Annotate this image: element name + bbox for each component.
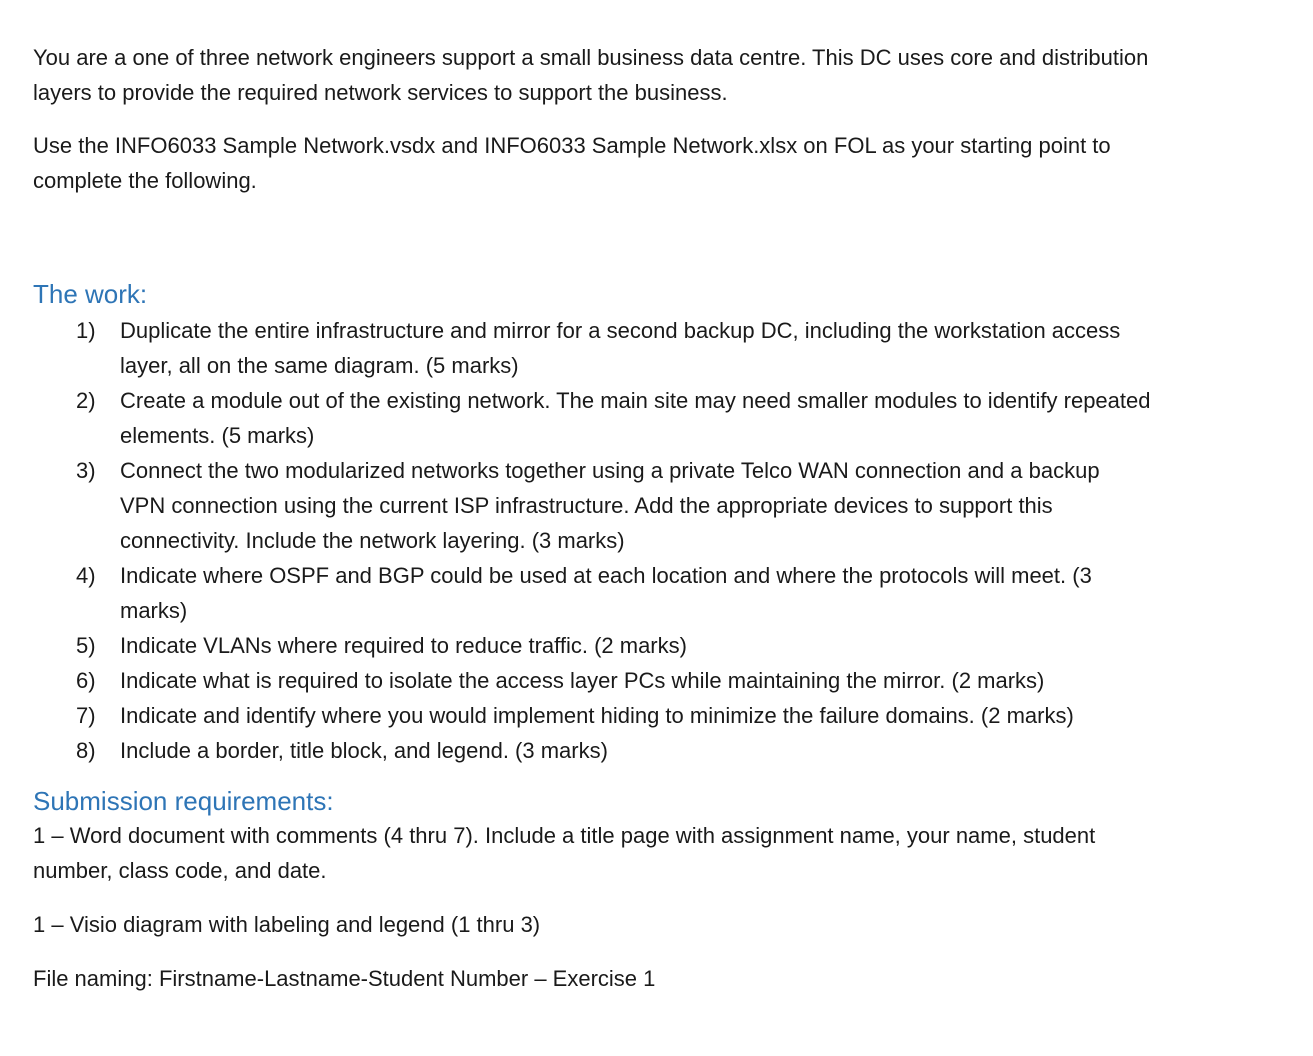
intro-paragraph: You are a one of three network engineers support a small business data centre. This DC uses core and distribution layers to provide the required network services to support the business. <box>33 45 1149 105</box>
task-text: Indicate where OSPF and BGP could be used at each location and where the protocols will meet. (3 marks) <box>120 563 1092 623</box>
task-number: 6) <box>76 668 96 693</box>
submission-heading: Submission requirements: <box>33 786 334 816</box>
task-item <box>33 453 1125 558</box>
submission-file-naming: File naming: Firstname-Lastname-Student Number – Exercise 1 <box>33 966 656 991</box>
task-text: Connect the two modularized networks together using a private Telco WAN connection and a backup VPN connection using the current ISP infrastructure. Add the appropriate devices to support this connectivity. Include the network layering. (3 marks) <box>120 458 1100 553</box>
task-item <box>33 628 1160 663</box>
task-number: 4) <box>76 563 96 588</box>
task-item <box>33 733 1160 768</box>
task-number: 2) <box>76 388 96 413</box>
task-text: Create a module out of the existing network. The main site may need smaller modules to identify repeated elements. (5 marks) <box>120 388 1151 448</box>
submission-visio-diagram: 1 – Visio diagram with labeling and legend (1 thru 3) <box>33 912 541 937</box>
task-item <box>33 663 1190 698</box>
task-list <box>33 313 1283 768</box>
task-item <box>33 383 1160 453</box>
task-text: Indicate and identify where you would implement hiding to minimize the failure domains. (2 marks) <box>120 703 1074 728</box>
task-item <box>33 698 1120 733</box>
task-text: Indicate VLANs where required to reduce traffic. (2 marks) <box>120 633 687 658</box>
document-page <box>33 40 1283 996</box>
task-number: 3) <box>76 458 96 483</box>
task-text: Include a border, title block, and legend. (3 marks) <box>120 738 608 763</box>
task-text: Indicate what is required to isolate the access layer PCs while maintaining the mirror. (2 marks) <box>120 668 1045 693</box>
task-number: 5) <box>76 633 96 658</box>
instructions-paragraph: Use the INFO6033 Sample Network.vsdx and INFO6033 Sample Network.xlsx on FOL as your starting point to complete the following. <box>33 133 1111 193</box>
task-item <box>33 558 1160 628</box>
task-number: 7) <box>76 703 96 728</box>
task-number: 1) <box>76 318 96 343</box>
task-text: Duplicate the entire infrastructure and mirror for a second backup DC, including the workstation access layer, all on the same diagram. (5 marks) <box>120 318 1121 378</box>
work-heading: The work: <box>33 279 148 309</box>
task-item <box>33 313 1160 383</box>
submission-word-doc: 1 – Word document with comments (4 thru 7). Include a title page with assignment name, your name, student number, class code, and date. <box>33 823 1096 883</box>
task-number: 8) <box>76 738 96 763</box>
